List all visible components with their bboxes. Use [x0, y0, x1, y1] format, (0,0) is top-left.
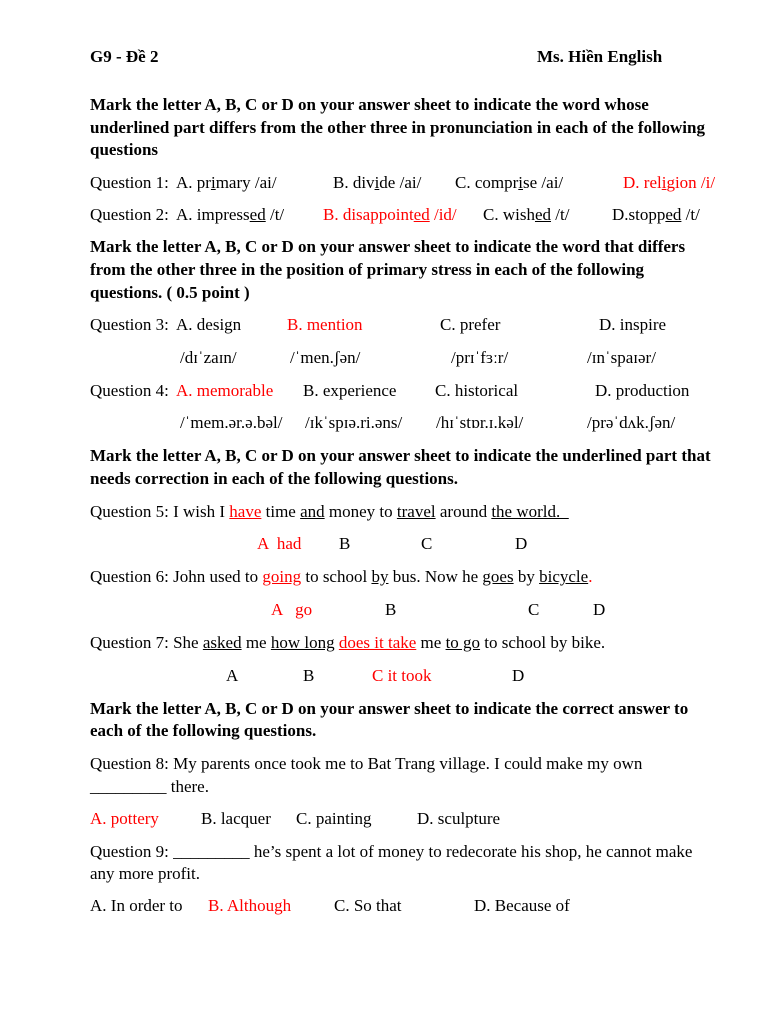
question4-label: Question 4: — [90, 381, 169, 400]
question3-ipa-d: /ɪnˈspaɪər/ — [587, 348, 656, 367]
question4-option-d: D. production — [595, 381, 690, 400]
question3-label: Question 3: — [90, 315, 169, 334]
question6-label-d: D — [593, 600, 606, 619]
question2-option-c: C. wished /t/ — [483, 205, 570, 224]
question2-option-d: D.stopped /t/ — [612, 205, 700, 224]
question4-ipa-d: /prəˈdʌk.ʃən/ — [587, 413, 676, 432]
question8-option-c: C. painting — [296, 809, 372, 828]
question7-label-a: A — [226, 666, 239, 685]
question6-label-c: C — [528, 600, 540, 619]
question3-option-b-answer: B. mention — [287, 315, 363, 334]
question6-part-c: goes — [482, 567, 514, 586]
question5-sentence: Question 5: I wish I have time and money to travel around the world. — [90, 502, 569, 521]
question3-option-d: D. inspire — [599, 315, 667, 334]
question9-option-d: D. Because of — [474, 896, 570, 915]
question1-label: Question 1: — [90, 173, 169, 192]
question1-option-b: B. divide /ai/ — [333, 173, 422, 192]
question7-part-d: to go — [445, 633, 481, 652]
question5-part-d: the world. — [491, 502, 569, 521]
section1-instruction-line2: underlined part differs from the other three in pronunciation in each of the following — [90, 118, 705, 137]
question6-part-b: by — [371, 567, 389, 586]
section4-instruction-line2: each of the following questions. — [90, 721, 317, 740]
question7-part-a: asked — [202, 633, 242, 652]
section3-instruction-line1: Mark the letter A, B, C or D on your answer sheet to indicate the underlined part that — [90, 446, 711, 465]
question6-part-d: bicycle — [539, 567, 589, 586]
question5-answer: A had — [257, 534, 302, 553]
question7-answer: C it took — [372, 666, 432, 685]
section1-instruction-line3: questions — [90, 140, 159, 159]
question8-option-a-answer: A. pottery — [90, 809, 159, 828]
question7-label-b: B — [303, 666, 315, 685]
question3-option-c: C. prefer — [440, 315, 501, 334]
section2-instruction-line1: Mark the letter A, B, C or D on your answer sheet to indicate the word that differs — [90, 237, 686, 256]
question4-option-c: C. historical — [435, 381, 519, 400]
section2-instruction-line2: from the other three in the position of primary stress in each of the following — [90, 260, 645, 279]
header-right: Ms. Hiền English — [537, 47, 663, 66]
question3-option-a: A. design — [176, 315, 242, 334]
question2-label: Question 2: — [90, 205, 169, 224]
question5-part-c: travel — [396, 502, 436, 521]
question1-option-d-answer: D. religion /i/ — [623, 173, 716, 192]
section1-instruction-line1: Mark the letter A, B, C or D on your answer sheet to indicate the word whose — [90, 95, 649, 114]
question7-sentence: Question 7: She asked me how long does it take me to go to school by bike. — [90, 633, 606, 652]
question1-option-a: A. primary /ai/ — [176, 173, 277, 192]
question4-option-b: B. experience — [303, 381, 397, 400]
question4-ipa-a: /ˈmem.ər.ə.bəl/ — [180, 413, 283, 432]
question3-ipa-a: /dɪˈzaɪn/ — [180, 348, 237, 367]
question6-sentence: Question 6: John used to going to school by bus. Now he goes by bicycle. — [90, 567, 593, 586]
question5-part-b: and — [300, 502, 325, 521]
question5-label-d: D — [515, 534, 528, 553]
question3-ipa-b: /ˈmen.ʃən/ — [290, 348, 361, 367]
question6-answer: A go — [271, 600, 313, 619]
question4-ipa-b: /ɪkˈspɪə.ri.əns/ — [305, 413, 403, 432]
section2-instruction-line3: questions. ( 0.5 point ) — [90, 283, 250, 302]
question9-option-b-answer: B. Although — [208, 896, 292, 915]
question4-option-a-answer: A. memorable — [176, 381, 274, 400]
question9-option-c: C. So that — [334, 896, 402, 915]
question7-part-b: how long — [270, 633, 335, 652]
section4-instruction-line1: Mark the letter A, B, C or D on your answer sheet to indicate the correct answer to — [90, 699, 689, 718]
question7-label-d: D — [512, 666, 525, 685]
question1-option-c: C. comprise /ai/ — [455, 173, 564, 192]
question8-stem-line1: Question 8: My parents once took me to Bat Trang village. I could make my own — [90, 754, 643, 773]
question9-option-a: A. In order to — [90, 896, 183, 915]
question4-ipa-c: /hɪˈstɒr.ɪ.kəl/ — [436, 413, 524, 432]
question8-stem-line2: _________ there. — [90, 777, 209, 796]
question9-stem-line1: Question 9: _________ he’s spent a lot of money to redecorate his shop, he cannot make — [90, 842, 693, 861]
question5-part-a: have — [229, 502, 262, 521]
header-left: G9 - Đề 2 — [90, 47, 159, 66]
question6-part-a: going — [262, 567, 302, 586]
question2-option-b-answer: B. disappointed /id/ — [323, 205, 457, 224]
question3-ipa-c: /prɪˈfɜːr/ — [451, 348, 509, 367]
question5-label-b: B — [339, 534, 351, 553]
question9-stem-line2: any more profit. — [90, 864, 200, 883]
question7-part-c: does it take — [338, 633, 417, 652]
question5-label-c: C — [421, 534, 433, 553]
section3-instruction-line2: needs correction in each of the following questions. — [90, 469, 459, 488]
question8-option-b: B. lacquer — [201, 809, 271, 828]
question6-label-b: B — [385, 600, 397, 619]
question2-option-a: A. impressed /t/ — [176, 205, 285, 224]
question8-option-d: D. sculpture — [417, 809, 501, 828]
